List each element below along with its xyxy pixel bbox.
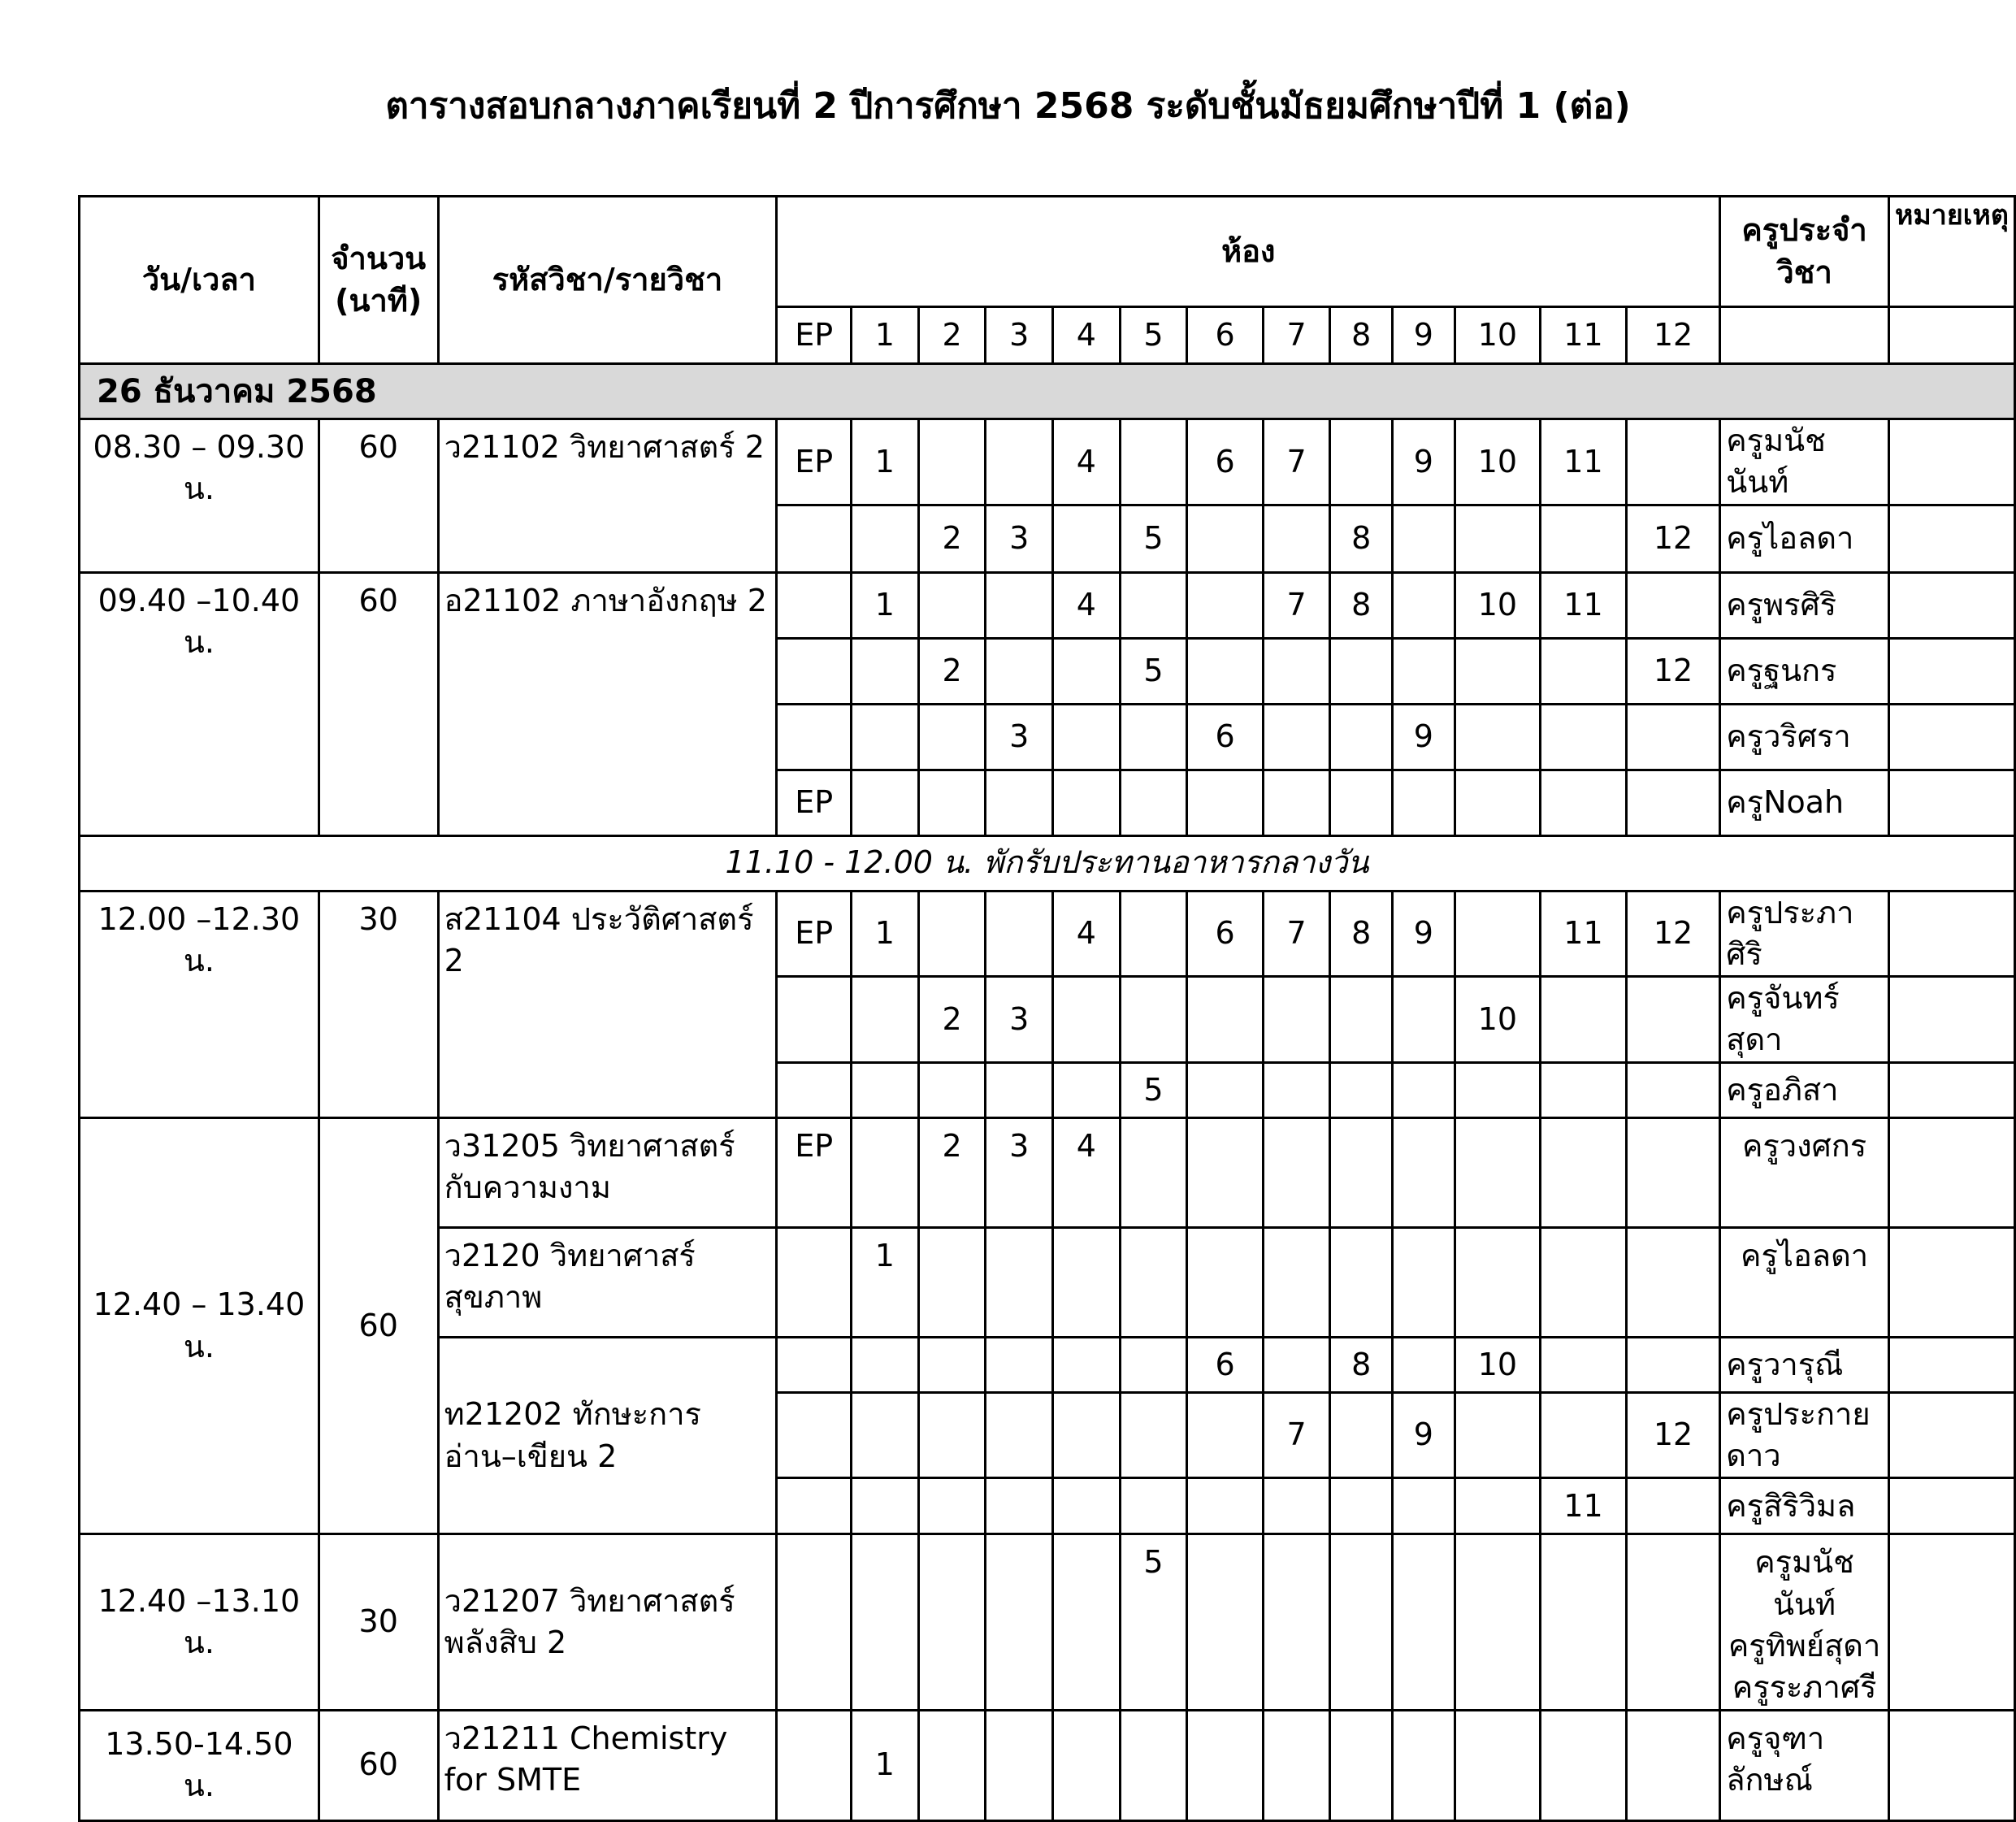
room-cell: 4 (1053, 1117, 1121, 1227)
room-cell: 12 (1626, 505, 1720, 572)
room-cell: 3 (986, 1117, 1053, 1227)
room-cell: 8 (1330, 1337, 1393, 1392)
teacher-cell: ครูประกายดาว (1720, 1392, 1889, 1478)
room-cell: 10 (1455, 572, 1541, 638)
room-header: 11 (1541, 307, 1627, 364)
room-cell: 6 (1187, 419, 1263, 505)
teacher-cell: ครูฐนกร (1720, 638, 1889, 704)
room-cell: 2 (918, 638, 986, 704)
room-cell: 12 (1626, 1392, 1720, 1478)
teacher-name: ครูมนัชนันท์ (1754, 1544, 1854, 1622)
room-header: 9 (1393, 307, 1455, 364)
exam-time: 12.40 – 13.40 น. (80, 1117, 319, 1534)
teacher-cell: ครูมนัชนันท์ (1720, 419, 1889, 505)
teacher-cell: ครูNoah (1720, 770, 1889, 835)
room-cell: 3 (986, 704, 1053, 770)
room-header: EP (777, 307, 852, 364)
room-cell: 8 (1330, 505, 1393, 572)
room-cell: 1 (852, 891, 919, 977)
room-cell: 11 (1541, 891, 1627, 977)
room-header: 3 (986, 307, 1053, 364)
room-cell: 6 (1187, 1337, 1263, 1392)
teacher-cell: ครูอภิสา (1720, 1062, 1889, 1117)
teacher-cell: ครูไอลดา (1720, 1227, 1889, 1337)
exam-time: 12.00 –12.30 น. (80, 891, 319, 1117)
room-cell: 5 (1120, 505, 1187, 572)
exam-subject: ว21207 วิทยาศาสตร์พลังสิบ 2 (438, 1534, 777, 1710)
room-cell: 4 (1053, 419, 1121, 505)
room-header: 8 (1330, 307, 1393, 364)
date-row: 26 ธันวาคม 2568 (80, 364, 2015, 419)
room-cell: EP (777, 1117, 852, 1227)
room-cell: 1 (852, 1710, 919, 1820)
room-cell: EP (777, 419, 852, 505)
room-cell: 3 (986, 977, 1053, 1063)
teacher-cell: ครูไอลดา (1720, 505, 1889, 572)
room-cell: 1 (852, 1227, 919, 1337)
exam-subject: ท21202 ทักษะการอ่าน–เขียน 2 (438, 1337, 777, 1534)
teacher-name: ครูระภาศรี (1732, 1669, 1877, 1706)
room-cell: 3 (986, 505, 1053, 572)
room-cell: 5 (1120, 1062, 1187, 1117)
header-teacher: ครูประจำวิชา (1720, 197, 1889, 307)
room-cell: 7 (1263, 891, 1330, 977)
room-header: 2 (918, 307, 986, 364)
room-header: 6 (1187, 307, 1263, 364)
room-header: 1 (852, 307, 919, 364)
exam-subject: ส21104 ประวัติศาสตร์ 2 (438, 891, 777, 1117)
header-subject: รหัสวิชา/รายวิชา (438, 197, 777, 364)
exam-time: 09.40 –10.40 น. (80, 572, 319, 835)
exam-duration: 60 (319, 1710, 438, 1820)
room-cell: EP (777, 770, 852, 835)
header-duration: จำนวน (นาที) (319, 197, 438, 364)
room-cell: 11 (1541, 1478, 1627, 1534)
header-time: วัน/เวลา (80, 197, 319, 364)
exam-time: 13.50-14.50 น. (80, 1710, 319, 1820)
exam-subject: อ21102 ภาษาอังกฤษ 2 (438, 572, 777, 835)
room-cell: 5 (1120, 1534, 1187, 1710)
room-cell: 12 (1626, 638, 1720, 704)
header-remark: หมายเหตุ (1888, 197, 2014, 307)
room-cell: 2 (918, 1117, 986, 1227)
room-cell: 8 (1330, 572, 1393, 638)
teacher-name: ครูทิพย์สุดา (1728, 1627, 1881, 1664)
room-cell: 6 (1187, 891, 1263, 977)
room-cell: 2 (918, 977, 986, 1063)
exam-duration: 60 (319, 419, 438, 573)
room-cell: 12 (1626, 891, 1720, 977)
room-cell: 10 (1455, 977, 1541, 1063)
page-title: ตารางสอบกลางภาคเรียนที่ 2 ปีการศึกษา 2568 ระดับชั้นมัธยมศึกษาปีที่ 1 (ต่อ) (385, 85, 1631, 127)
room-cell: EP (777, 891, 852, 977)
lunch-break-row: 11.10 - 12.00 น. พักรับประทานอาหารกลางวัน (80, 835, 2015, 891)
exam-subject: ว21211 Chemistry for SMTE (438, 1710, 777, 1820)
room-header: 7 (1263, 307, 1330, 364)
room-cell: 9 (1393, 704, 1455, 770)
room-cell: 10 (1455, 419, 1541, 505)
room-cell: 8 (1330, 891, 1393, 977)
room-cell: 11 (1541, 419, 1627, 505)
exam-duration: 60 (319, 572, 438, 835)
exam-duration: 60 (319, 1117, 438, 1534)
teacher-cell: ครูวารุณี (1720, 1337, 1889, 1392)
teacher-cell: ครูจุฑาลักษณ์ (1720, 1710, 1889, 1820)
room-cell: 7 (1263, 572, 1330, 638)
room-cell: 9 (1393, 1392, 1455, 1478)
header-room: ห้อง (777, 197, 1720, 307)
room-cell: 7 (1263, 419, 1330, 505)
exam-duration: 30 (319, 891, 438, 1117)
exam-subject: ว2120 วิทยาศาสร์สุขภาพ (438, 1227, 777, 1337)
room-cell: 11 (1541, 572, 1627, 638)
teacher-cell: ครูพรศิริ (1720, 572, 1889, 638)
room-cell: 1 (852, 419, 919, 505)
room-cell: 4 (1053, 572, 1121, 638)
teacher-list (1720, 1534, 1889, 1710)
room-header: 4 (1053, 307, 1121, 364)
exam-subject: ว21102 วิทยาศาสตร์ 2 (438, 419, 777, 573)
exam-schedule-table (78, 195, 2016, 1822)
room-cell: 9 (1393, 419, 1455, 505)
room-header: 12 (1626, 307, 1720, 364)
teacher-cell: ครูจันทร์สุดา (1720, 977, 1889, 1063)
room-cell: 5 (1120, 638, 1187, 704)
room-cell: 1 (852, 572, 919, 638)
teacher-cell: ครูสิริวิมล (1720, 1478, 1889, 1534)
room-cell: 2 (918, 505, 986, 572)
room-cell: 7 (1263, 1392, 1330, 1478)
room-cell: 9 (1393, 891, 1455, 977)
teacher-cell: ครูวงศกร (1720, 1117, 1889, 1227)
exam-subject: ว31205 วิทยาศาสตร์กับความงาม (438, 1117, 777, 1227)
exam-time: 08.30 – 09.30 น. (80, 419, 319, 573)
room-header: 5 (1120, 307, 1187, 364)
room-cell: 4 (1053, 891, 1121, 977)
exam-duration: 30 (319, 1534, 438, 1710)
room-header: 10 (1455, 307, 1541, 364)
room-cell: 6 (1187, 704, 1263, 770)
teacher-cell: ครูประภาศิริ (1720, 891, 1889, 977)
exam-time: 12.40 –13.10 น. (80, 1534, 319, 1710)
room-cell: 10 (1455, 1337, 1541, 1392)
teacher-cell: ครูวริศรา (1720, 704, 1889, 770)
